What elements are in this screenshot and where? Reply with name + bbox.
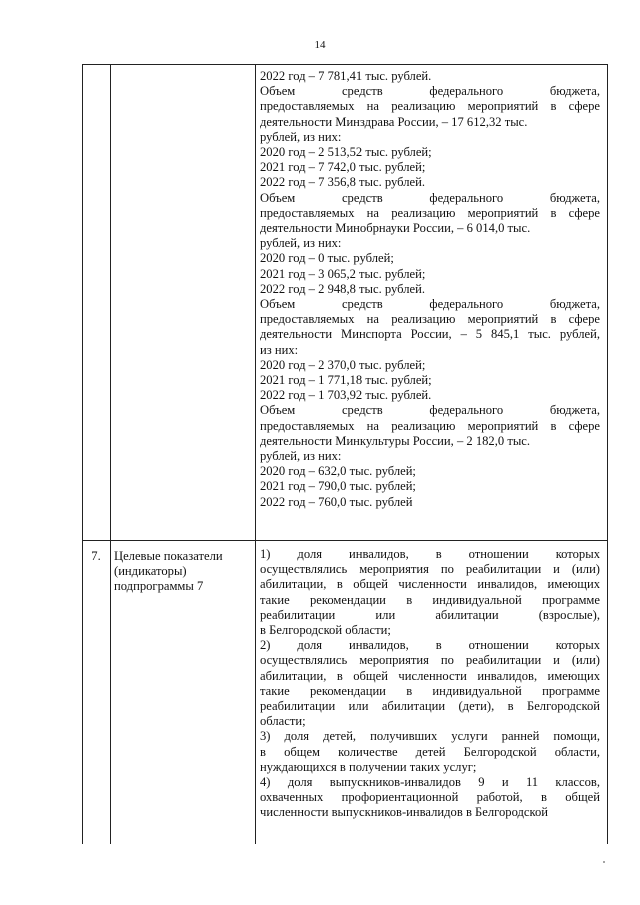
text-line: в Белгородской области; <box>260 623 391 638</box>
text-line: предоставляемых на реализацию мероприятий в сфере <box>260 418 600 433</box>
row-name-line: Целевые показатели <box>114 549 223 563</box>
text-line: 4) доля выпускников-инвалидов 9 и 11 классов, <box>260 775 600 790</box>
text-line: 2022 год – 7 781,41 тыс. рублей. <box>260 69 432 83</box>
text-line: предоставляемых на реализацию мероприятий в сфере <box>260 99 600 114</box>
text-line: деятельности Минспорта России, – 5 845,1 тыс. рублей, <box>260 327 600 342</box>
text-line: предоставляемых на реализацию мероприятий в сфере <box>260 312 600 327</box>
text-line: 2022 год – 1 703,92 тыс. рублей. <box>260 388 432 403</box>
row-number: 7. <box>91 549 101 563</box>
text-line: 2021 год – 1 771,18 тыс. рублей; <box>260 373 432 388</box>
text-line: 2020 год – 2 513,52 тыс. рублей; <box>260 145 432 160</box>
text-line: абилитации, в общей численности инвалидов, имеющих <box>260 668 600 683</box>
text-line: Объем средств федерального бюджета, <box>260 190 600 205</box>
text-line: такие рекомендации в индивидуальной программе <box>260 592 600 607</box>
text-line: из них: <box>260 342 299 357</box>
text-line: реабилитации или абилитации (дети), в Белгородской <box>260 699 600 714</box>
text-line: осуществлялись мероприятия по реабилитации и (или) <box>260 653 600 668</box>
text-line: нуждающихся в получении таких услуг; <box>260 759 477 774</box>
text-line: осуществлялись мероприятия по реабилитации и (или) <box>260 562 600 577</box>
row-divider <box>82 540 608 541</box>
table-border-right <box>607 64 608 844</box>
text-line: деятельности Минздрава России, – 17 612,32 тыс. <box>260 114 528 129</box>
text-line: 2021 год – 7 742,0 тыс. рублей; <box>260 160 426 175</box>
text-line: такие рекомендации в индивидуальной программе <box>260 683 600 698</box>
text-line: 2021 год – 3 065,2 тыс. рублей; <box>260 266 426 281</box>
text-line: 2020 год – 0 тыс. рублей; <box>260 251 394 266</box>
funding-details-cell <box>260 69 600 510</box>
row-name-line: подпрограммы 7 <box>114 579 204 594</box>
program-table <box>82 64 608 844</box>
text-line: рублей, из них: <box>260 129 342 144</box>
text-line: численности выпускников-инвалидов в Белгородской <box>260 805 549 820</box>
text-line: предоставляемых на реализацию мероприятий в сфере <box>260 205 600 220</box>
text-line: абилитации, в общей численности инвалидов, имеющих <box>260 577 600 592</box>
text-line: 2022 год – 2 948,8 тыс. рублей. <box>260 281 426 296</box>
row-name-line: (индикаторы) <box>114 564 187 579</box>
text-line: в общем количестве детей Белгородской области, <box>260 744 600 759</box>
text-line: 2) доля инвалидов, в отношении которых <box>260 638 600 653</box>
row-name-target-indicators <box>114 549 254 595</box>
text-line: охваченных профориентационной работой, в общей <box>260 790 600 805</box>
text-line: реабилитации или абилитации (взрослые), <box>260 607 600 622</box>
text-line: 3) доля детей, получивших услуги ранней помощи, <box>260 729 600 744</box>
text-line: 2020 год – 2 370,0 тыс. рублей; <box>260 357 426 372</box>
table-column-divider-1 <box>110 64 111 844</box>
text-line: рублей, из них: <box>260 236 342 251</box>
text-line: 2021 год – 790,0 тыс. рублей; <box>260 479 416 494</box>
text-line: 2022 год – 760,0 тыс. рублей <box>260 494 413 509</box>
text-line: 1) доля инвалидов, в отношении которых <box>260 547 600 561</box>
scan-speck <box>603 861 605 863</box>
text-line: Объем средств федерального бюджета, <box>260 297 600 312</box>
text-line: Объем средств федерального бюджета, <box>260 84 600 99</box>
table-border-top <box>82 64 608 65</box>
table-border-left <box>82 64 83 844</box>
text-line: 2022 год – 7 356,8 тыс. рублей. <box>260 175 426 190</box>
text-line: рублей, из них: <box>260 449 342 464</box>
text-line: деятельности Минобрнауки России, – 6 014,0 тыс. <box>260 221 531 236</box>
text-line: Объем средств федерального бюджета, <box>260 403 600 418</box>
target-indicators-cell <box>260 547 600 821</box>
text-line: области; <box>260 714 306 729</box>
text-line: 2020 год – 632,0 тыс. рублей; <box>260 464 416 479</box>
table-column-divider-2 <box>255 64 256 844</box>
page-number: 14 <box>314 39 326 51</box>
text-line: деятельности Минкультуры России, – 2 182,0 тыс. <box>260 433 531 448</box>
